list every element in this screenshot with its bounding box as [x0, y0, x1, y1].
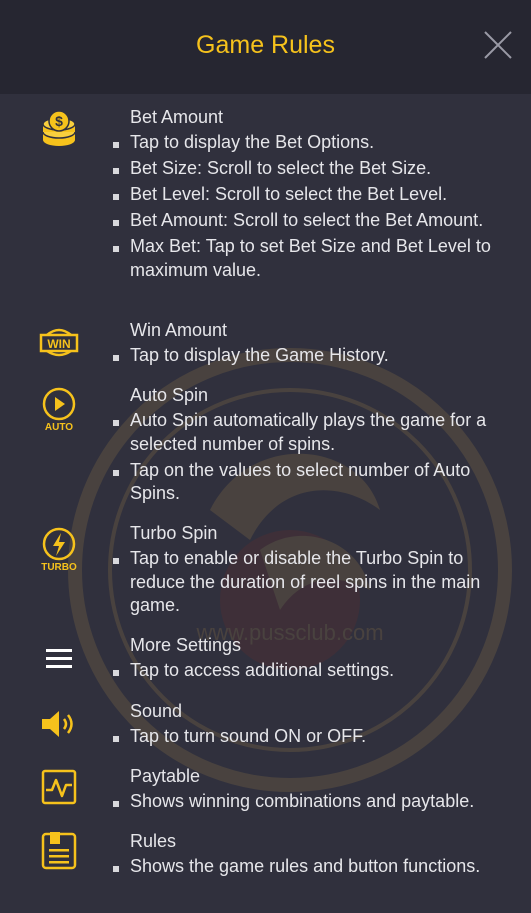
close-icon: [483, 30, 513, 60]
bullet-list: [112, 790, 512, 816]
bullet-item: Bet Size: Scroll to select the Bet Size.: [112, 157, 512, 181]
bullet-item: Shows winning combinations and paytable.: [112, 790, 512, 814]
speaker-icon: [34, 699, 84, 749]
bullet-list: [112, 131, 512, 285]
bullet-item: Max Bet: Tap to set Bet Size and Bet Level to maximum value.: [112, 235, 512, 282]
header-bar: [0, 0, 531, 94]
rules-content[interactable]: [0, 94, 531, 913]
bullet-list: [112, 344, 512, 370]
auto-icon-label: AUTO: [44, 422, 74, 432]
auto-play-icon: [34, 384, 84, 434]
turbo-lightning-icon: [34, 524, 84, 574]
section-title: Win Amount: [130, 320, 228, 340]
coin-stack-icon: [34, 104, 84, 154]
bullet-list: [112, 409, 512, 508]
section-title: More Settings: [130, 635, 242, 655]
section-title: Turbo Spin: [130, 523, 218, 543]
section-title: Rules: [130, 831, 177, 851]
bullet-item: Tap to display the Game History.: [112, 344, 512, 368]
section-title: Bet Amount: [130, 107, 224, 127]
bullet-item: Tap to access additional settings.: [112, 659, 512, 683]
bullet-item: Bet Amount: Scroll to select the Bet Amount.: [112, 209, 512, 233]
bullet-item: Bet Level: Scroll to select the Bet Level.: [112, 183, 512, 207]
bullet-item: Tap to enable or disable the Turbo Spin to reduce the duration of reel spins in the main game.: [112, 547, 512, 618]
paytable-chart-icon: [34, 762, 84, 812]
bullet-list: [112, 725, 512, 751]
bullet-list: [112, 547, 512, 620]
bullet-item: Tap on the values to select number of Auto Spins.: [112, 459, 512, 506]
win-icon-label: WIN: [47, 337, 71, 351]
section-title: Auto Spin: [130, 385, 209, 405]
section-title: Sound: [130, 701, 183, 721]
bullet-item: Tap to turn sound ON or OFF.: [112, 725, 512, 749]
rules-document-icon: [34, 826, 84, 876]
win-badge-icon: [34, 317, 84, 367]
section-title: Paytable: [130, 766, 201, 786]
close-button[interactable]: [483, 30, 513, 60]
bullet-item: Shows the game rules and button functions.: [112, 855, 512, 879]
hamburger-menu-icon: [34, 633, 84, 683]
bullet-list: [112, 659, 512, 685]
bullet-item: Auto Spin automatically plays the game for a selected number of spins.: [112, 409, 512, 456]
bullet-list: [112, 855, 512, 881]
turbo-icon-label: TURBO: [41, 562, 77, 572]
watermark-text: www.pussclub.com: [196, 620, 384, 645]
page-title: Game Rules: [196, 31, 335, 59]
svg-text:$: $: [55, 113, 63, 129]
bullet-item: Tap to display the Bet Options.: [112, 131, 512, 155]
